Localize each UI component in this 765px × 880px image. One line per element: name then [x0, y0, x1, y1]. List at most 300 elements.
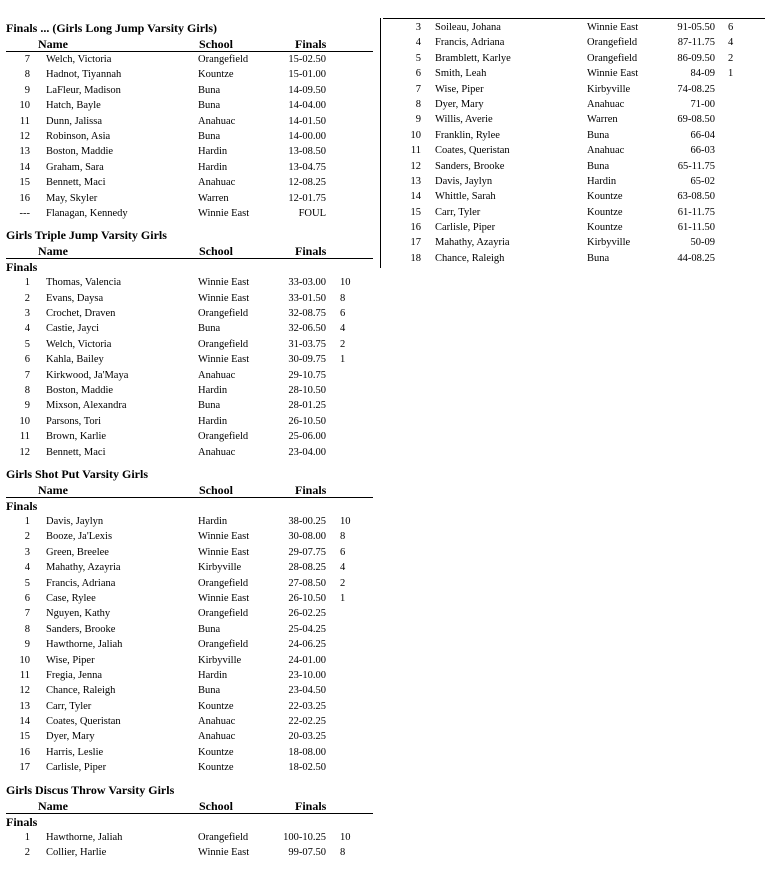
mark-cell: 28-08.25: [288, 562, 326, 574]
mark-cell: 71-00: [690, 98, 715, 110]
school-cell: Winnie East: [587, 68, 639, 80]
place-cell: 11: [19, 431, 30, 443]
school-cell: Kountze: [587, 222, 623, 234]
place-cell: 8: [24, 385, 30, 397]
school-cell: Orangefield: [587, 37, 638, 49]
mark-cell: 32-06.50: [288, 323, 326, 335]
place-cell: ---: [19, 207, 30, 219]
result-row: [6, 591, 378, 606]
result-row: [6, 445, 378, 460]
athlete-name-cell: Smith, Leah: [435, 68, 487, 80]
athlete-name-cell: Dunn, Jalissa: [46, 115, 102, 127]
place-cell: 12: [19, 130, 30, 142]
mark-cell: 32-08.75: [288, 308, 326, 320]
finals-column-header: Finals: [295, 798, 327, 813]
school-cell: Hardin: [198, 385, 228, 397]
mark-cell: 12-08.25: [288, 177, 326, 189]
athlete-name-cell: Kirkwood, Ja'Maya: [46, 369, 129, 381]
mark-cell: 74-08.25: [677, 83, 715, 95]
event-title: Girls Shot Put Varsity Girls: [6, 466, 149, 481]
athlete-name-cell: Graham, Sara: [46, 161, 104, 173]
athlete-name-cell: Carr, Tyler: [46, 700, 92, 712]
place-cell: 4: [24, 562, 30, 574]
place-cell: 9: [24, 400, 30, 412]
school-cell: Orangefield: [198, 639, 249, 651]
place-cell: 10: [19, 654, 30, 666]
school-cell: Hardin: [198, 669, 228, 681]
school-cell: Winnie East: [198, 292, 250, 304]
place-cell: 18: [410, 252, 421, 264]
mark-cell: 15-01.00: [288, 69, 326, 81]
place-cell: 8: [24, 69, 30, 81]
result-row: [6, 760, 378, 775]
school-cell: Buna: [198, 130, 221, 142]
place-cell: 12: [19, 446, 30, 458]
place-cell: 7: [24, 608, 30, 620]
mark-cell: 50-09: [690, 237, 715, 249]
school-cell: Buna: [198, 400, 221, 412]
result-row: [6, 429, 378, 444]
athlete-name-cell: Crochet, Draven: [46, 308, 116, 320]
place-cell: 17: [19, 762, 30, 774]
school-cell: Orangefield: [198, 308, 249, 320]
result-row: [6, 545, 378, 560]
result-row: [6, 144, 378, 159]
mark-cell: 38-00.25: [288, 515, 326, 527]
athlete-name-cell: Collier, Harlie: [46, 847, 107, 859]
athlete-name-cell: Hadnot, Tiyannah: [46, 69, 122, 81]
result-row: [383, 97, 765, 112]
athlete-name-cell: Fregia, Jenna: [46, 669, 102, 681]
athlete-name-cell: Dyer, Mary: [435, 98, 484, 110]
school-column-header: School: [199, 482, 234, 497]
result-row: [6, 98, 378, 113]
school-cell: Buna: [587, 160, 610, 172]
event-title: Girls Triple Jump Varsity Girls: [6, 228, 167, 243]
athlete-name-cell: Welch, Victoria: [46, 54, 112, 65]
place-cell: 7: [24, 369, 30, 381]
school-cell: Kirbyville: [198, 654, 242, 666]
points-cell: 10: [340, 831, 351, 843]
event-block: [6, 20, 378, 227]
athlete-name-cell: Welch, Victoria: [46, 338, 112, 350]
mark-cell: 24-01.00: [288, 654, 326, 666]
athlete-name-cell: May, Skyler: [46, 192, 98, 204]
result-row: [6, 414, 378, 429]
result-row: [6, 83, 378, 98]
result-row: [383, 159, 765, 174]
mark-cell: 14-04.00: [288, 100, 326, 112]
school-cell: Orangefield: [198, 338, 249, 350]
place-cell: 14: [410, 191, 421, 203]
athlete-name-cell: Franklin, Rylee: [435, 129, 500, 141]
place-cell: 11: [19, 669, 30, 681]
mark-cell: 33-03.00: [288, 277, 326, 289]
mark-cell: 26-10.50: [288, 592, 326, 604]
athlete-name-cell: Whittle, Sarah: [435, 191, 496, 203]
place-cell: 8: [415, 98, 421, 110]
school-cell: Kountze: [198, 746, 234, 758]
mark-cell: 30-08.00: [288, 531, 326, 543]
place-cell: 13: [19, 146, 30, 158]
result-row: [383, 220, 765, 235]
school-cell: Buna: [198, 100, 221, 112]
mark-cell: 63-08.50: [677, 191, 715, 203]
athlete-name-cell: Mahathy, Azayria: [435, 237, 510, 249]
name-column-header: Name: [38, 798, 68, 813]
finals-column-header: Finals: [295, 244, 327, 259]
school-cell: Orangefield: [198, 831, 249, 843]
round-label: Finals: [6, 260, 38, 275]
event-block: [6, 782, 378, 861]
school-cell: Hardin: [198, 515, 228, 527]
points-cell: 4: [340, 562, 346, 574]
school-cell: Anahuac: [198, 115, 236, 127]
athlete-name-cell: Chance, Raleigh: [435, 252, 505, 264]
place-cell: 10: [410, 129, 421, 141]
result-row: [6, 529, 378, 544]
school-cell: Winnie East: [198, 592, 250, 604]
result-row: [6, 622, 378, 637]
place-cell: 5: [24, 338, 30, 350]
points-cell: 8: [340, 531, 346, 543]
result-row: [383, 174, 765, 189]
points-cell: 1: [340, 354, 346, 366]
place-cell: 5: [415, 52, 421, 64]
points-cell: 4: [728, 37, 734, 49]
mark-cell: 14-01.50: [288, 115, 326, 127]
athlete-name-cell: Francis, Adriana: [435, 37, 505, 49]
athlete-name-cell: Boston, Maddie: [46, 385, 114, 397]
athlete-name-cell: Carr, Tyler: [435, 206, 481, 218]
place-cell: 12: [19, 685, 30, 697]
mark-cell: 15-02.50: [288, 54, 326, 65]
athlete-name-cell: Coates, Queristan: [435, 145, 510, 157]
school-cell: Kirbyville: [587, 83, 631, 95]
school-cell: Kountze: [198, 69, 234, 81]
mark-cell: 31-03.75: [288, 338, 326, 350]
result-row: [6, 275, 378, 290]
athlete-name-cell: Castie, Jayci: [46, 323, 100, 335]
athlete-name-cell: Francis, Adriana: [46, 577, 116, 589]
athlete-name-cell: Hatch, Bayle: [46, 100, 101, 112]
mark-cell: 29-10.75: [288, 369, 326, 381]
school-cell: Winnie East: [198, 531, 250, 543]
result-row: [6, 699, 378, 714]
place-cell: 2: [24, 531, 30, 543]
school-cell: Anahuac: [198, 716, 236, 728]
athlete-name-cell: Case, Rylee: [46, 592, 96, 604]
mark-cell: 26-10.50: [288, 415, 326, 427]
place-cell: 3: [415, 22, 421, 33]
school-cell: Winnie East: [587, 22, 639, 33]
school-cell: Kountze: [198, 762, 234, 774]
athlete-name-cell: Davis, Jaylyn: [435, 175, 493, 187]
mark-cell: 23-04.50: [288, 685, 326, 697]
result-row: [6, 114, 378, 129]
school-cell: Hardin: [198, 161, 228, 173]
place-cell: 14: [19, 161, 30, 173]
athlete-name-cell: Dyer, Mary: [46, 731, 95, 743]
athlete-name-cell: Bramblett, Karlye: [435, 52, 511, 64]
points-cell: 4: [340, 323, 346, 335]
school-cell: Orangefield: [198, 431, 249, 443]
school-cell: Kirbyville: [198, 562, 242, 574]
place-cell: 13: [19, 700, 30, 712]
school-column-header: School: [199, 244, 234, 259]
result-row: [383, 82, 765, 97]
result-row: [6, 191, 378, 206]
athlete-name-cell: Carlisle, Piper: [46, 762, 107, 774]
place-cell: 4: [415, 37, 421, 49]
place-cell: 11: [19, 115, 30, 127]
school-cell: Buna: [198, 323, 221, 335]
round-label: Finals: [6, 814, 38, 829]
athlete-name-cell: Davis, Jaylyn: [46, 515, 104, 527]
mark-cell: 28-01.25: [288, 400, 326, 412]
result-row: [383, 189, 765, 204]
athlete-name-cell: Wise, Piper: [435, 83, 484, 95]
mark-cell: 99-07.50: [288, 847, 326, 859]
athlete-name-cell: Hawthorne, Jaliah: [46, 639, 123, 651]
mark-cell: 44-08.25: [677, 252, 715, 264]
athlete-name-cell: Willis, Averie: [435, 114, 493, 126]
place-cell: 4: [24, 323, 30, 335]
result-row: [6, 729, 378, 744]
school-cell: Anahuac: [587, 98, 625, 110]
name-column-header: Name: [38, 37, 68, 51]
result-row: [6, 306, 378, 321]
school-cell: Hardin: [198, 146, 228, 158]
place-cell: 6: [415, 68, 421, 80]
mark-cell: 30-09.75: [288, 354, 326, 366]
place-cell: 9: [415, 114, 421, 126]
place-cell: 6: [24, 592, 30, 604]
athlete-name-cell: Evans, Daysa: [46, 292, 104, 304]
school-cell: Buna: [587, 252, 610, 264]
points-cell: 2: [340, 577, 346, 589]
athlete-name-cell: Soileau, Johana: [435, 22, 501, 33]
place-cell: 14: [19, 716, 30, 728]
mark-cell: 13-04.75: [288, 161, 326, 173]
place-cell: 9: [24, 639, 30, 651]
result-row: [6, 291, 378, 306]
athlete-name-cell: Coates, Queristan: [46, 716, 121, 728]
result-row: [6, 606, 378, 621]
result-row: [383, 251, 765, 266]
place-cell: 8: [24, 623, 30, 635]
result-row: [383, 66, 765, 81]
finals-column-header: Finals: [295, 482, 327, 497]
mark-cell: 14-00.00: [288, 130, 326, 142]
school-cell: Buna: [198, 84, 221, 96]
school-column-header: School: [199, 798, 234, 813]
place-cell: 3: [24, 546, 30, 558]
mark-cell: 27-08.50: [288, 577, 326, 589]
place-cell: 11: [410, 145, 421, 157]
mark-cell: 61-11.75: [677, 206, 715, 218]
result-row: [383, 35, 765, 50]
school-cell: Winnie East: [198, 546, 250, 558]
place-cell: 1: [24, 515, 30, 527]
points-cell: 2: [728, 52, 734, 64]
mark-cell: 65-02: [690, 175, 715, 187]
result-row: [6, 175, 378, 190]
place-cell: 7: [24, 54, 30, 65]
school-cell: Buna: [587, 129, 610, 141]
mark-cell: 23-04.00: [288, 446, 326, 458]
result-row: [6, 160, 378, 175]
school-cell: Orangefield: [198, 54, 249, 65]
place-cell: 13: [410, 175, 421, 187]
athlete-name-cell: Chance, Raleigh: [46, 685, 116, 697]
place-cell: 17: [410, 237, 421, 249]
place-cell: 16: [19, 192, 30, 204]
athlete-name-cell: Carlisle, Piper: [435, 222, 496, 234]
school-cell: Winnie East: [198, 207, 250, 219]
result-row: [383, 128, 765, 143]
school-cell: Winnie East: [198, 277, 250, 289]
result-row: [6, 352, 378, 367]
school-cell: Buna: [198, 623, 221, 635]
athlete-name-cell: Wise, Piper: [46, 654, 95, 666]
event-title: Finals ... (Girls Long Jump Varsity Girls): [6, 21, 218, 35]
mark-cell: 25-06.00: [288, 431, 326, 443]
result-row: [383, 205, 765, 220]
column-header-row: [6, 36, 373, 52]
column-divider: [380, 18, 381, 268]
school-cell: Buna: [198, 685, 221, 697]
mark-cell: 87-11.75: [677, 37, 715, 49]
school-cell: Winnie East: [198, 847, 250, 859]
mark-cell: 25-04.25: [288, 623, 326, 635]
place-cell: 16: [19, 746, 30, 758]
mark-cell: 86-09.50: [677, 52, 715, 64]
mark-cell: 91-05.50: [677, 22, 715, 33]
place-cell: 16: [410, 222, 421, 234]
result-row: [6, 514, 378, 529]
result-row: [6, 714, 378, 729]
place-cell: 7: [415, 83, 421, 95]
school-cell: Hardin: [587, 175, 617, 187]
athlete-name-cell: Hawthorne, Jaliah: [46, 831, 123, 843]
round-label: Finals: [6, 498, 38, 513]
athlete-name-cell: Brown, Karlie: [46, 431, 107, 443]
mark-cell: 28-10.50: [288, 385, 326, 397]
place-cell: 2: [24, 847, 30, 859]
mark-cell: 24-06.25: [288, 639, 326, 651]
points-cell: 2: [340, 338, 346, 350]
school-column-header: School: [199, 37, 234, 51]
school-cell: Kountze: [587, 191, 623, 203]
event-block: [6, 466, 378, 782]
finals-column-header: Finals: [295, 37, 327, 51]
school-cell: Kirbyville: [587, 237, 631, 249]
mark-cell: 29-07.75: [288, 546, 326, 558]
athlete-name-cell: Bennett, Maci: [46, 446, 106, 458]
place-cell: 10: [19, 100, 30, 112]
result-row: [6, 129, 378, 144]
place-cell: 12: [410, 160, 421, 172]
athlete-name-cell: LaFleur, Madison: [46, 84, 121, 96]
points-cell: 8: [340, 292, 346, 304]
place-cell: 3: [24, 308, 30, 320]
result-row: [383, 20, 765, 35]
place-cell: 5: [24, 577, 30, 589]
athlete-name-cell: Robinson, Asia: [46, 130, 111, 142]
mark-cell: 13-08.50: [288, 146, 326, 158]
mark-cell: 18-02.50: [288, 762, 326, 774]
right-column: [383, 20, 765, 266]
result-row: [6, 67, 378, 82]
result-row: [6, 845, 378, 860]
athlete-name-cell: Booze, Ja'Lexis: [46, 531, 113, 543]
school-cell: Anahuac: [198, 446, 236, 458]
place-cell: 1: [24, 831, 30, 843]
left-column: [6, 20, 378, 860]
place-cell: 9: [24, 84, 30, 96]
result-row: [383, 51, 765, 66]
name-column-header: Name: [38, 244, 68, 259]
athlete-name-cell: Bennett, Maci: [46, 177, 106, 189]
mark-cell: 12-01.75: [288, 192, 326, 204]
place-cell: 1: [24, 277, 30, 289]
school-cell: Kountze: [198, 700, 234, 712]
athlete-name-cell: Harris, Leslie: [46, 746, 104, 758]
mark-cell: 69-08.50: [677, 114, 715, 126]
school-cell: Anahuac: [198, 369, 236, 381]
points-cell: 6: [728, 22, 734, 33]
athlete-name-cell: Flanagan, Kennedy: [46, 207, 128, 219]
athlete-name-cell: Sanders, Brooke: [46, 623, 116, 635]
mark-cell: 65-11.75: [677, 160, 715, 172]
place-cell: 15: [19, 177, 30, 189]
school-cell: Warren: [198, 192, 229, 204]
mark-cell: 66-04: [690, 129, 715, 141]
school-cell: Anahuac: [198, 731, 236, 743]
result-row: [383, 235, 765, 250]
place-cell: 15: [410, 206, 421, 218]
points-cell: 10: [340, 515, 351, 527]
mark-cell: 100-10.25: [283, 831, 326, 843]
mark-cell: 22-02.25: [288, 716, 326, 728]
result-row: [6, 337, 378, 352]
mark-cell: 33-01.50: [288, 292, 326, 304]
mark-cell: 84-09: [690, 68, 715, 80]
result-row: [6, 398, 378, 413]
athlete-name-cell: Kahla, Bailey: [46, 354, 104, 366]
school-cell: Orangefield: [587, 52, 638, 64]
points-cell: 6: [340, 308, 346, 320]
column-header-row: [6, 798, 373, 814]
place-cell: 6: [24, 354, 30, 366]
school-cell: Anahuac: [587, 145, 625, 157]
result-row: [6, 368, 378, 383]
result-row: [6, 683, 378, 698]
result-row: [6, 383, 378, 398]
column-header-row: [6, 482, 373, 498]
athlete-name-cell: Parsons, Tori: [46, 415, 102, 427]
school-cell: Winnie East: [198, 354, 250, 366]
result-row: [6, 576, 378, 591]
result-row: [6, 830, 378, 845]
school-cell: Hardin: [198, 415, 228, 427]
result-row: [6, 653, 378, 668]
school-cell: Orangefield: [198, 608, 249, 620]
result-row: [6, 745, 378, 760]
result-row: [6, 637, 378, 652]
result-row: [383, 143, 765, 158]
